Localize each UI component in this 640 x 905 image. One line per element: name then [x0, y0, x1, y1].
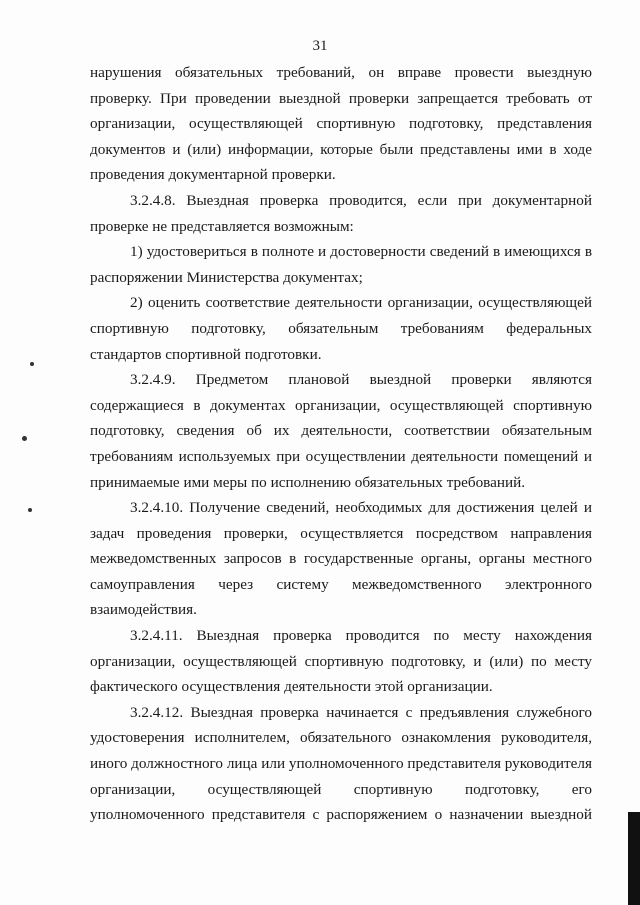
document-body	[90, 60, 592, 828]
paragraph-3-2-4-11: 3.2.4.11. Выездная проверка проводится по месту нахождения организации, осуществляющей спортивную подготовку, и (или) по месту фактического осуществления деятельности этой организации.	[90, 627, 592, 696]
paragraph-3-2-4-12: 3.2.4.12. Выездная проверка начинается с предъявления служебного удостоверения исполнителем, обязательного ознакомления руководителя, иного должностного лица или уполномоченного представителя руководителя организации, осуществляющей спортивную подготовку, его уполномоченного представителя с распоряжением о назначении выездной	[90, 703, 592, 824]
paragraph-item-2: 2) оценить соответствие деятельности организации, осуществляющей спортивную подготовку, обязательным требованиям федеральных стандартов спортивной подготовки.	[90, 294, 592, 363]
paragraph-3-2-4-10: 3.2.4.10. Получение сведений, необходимых для достижения целей и задач проведения проверки, осуществляется посредством направления межведомственных запросов в государственные органы, органы местного самоуправления через систему межведомственного электронного взаимодействия.	[90, 499, 592, 619]
paragraph-3-2-4-9: 3.2.4.9. Предметом плановой выездной проверки являются содержащиеся в документах организации, осуществляющей спортивную подготовку, сведения об их деятельности, соответствии обязательным требованиям используемых при осуществлении деятельности помещений и принимаемые ими меры по исполнению обязательных требований.	[90, 371, 592, 491]
paragraph-item-1: 1) удостовериться в полноте и достоверности сведений в имеющихся в распоряжении Министерства документах;	[90, 243, 592, 286]
page-number: 31	[312, 38, 328, 54]
scan-speck	[28, 508, 32, 512]
scan-speck	[22, 436, 27, 441]
scan-speck	[30, 362, 34, 366]
paragraph-continuation: нарушения обязательных требований, он вправе провести выездную проверку. При проведении выездной проверки запрещается требовать от организации, осуществляющей спортивную подготовку, представления документов и (или) информации, которые были представлены ими в ходе проведения документарной проверки.	[90, 64, 592, 184]
scan-edge-bar	[628, 812, 640, 905]
paragraph-3-2-4-8: 3.2.4.8. Выездная проверка проводится, если при документарной проверке не представляется возможным:	[90, 191, 592, 235]
